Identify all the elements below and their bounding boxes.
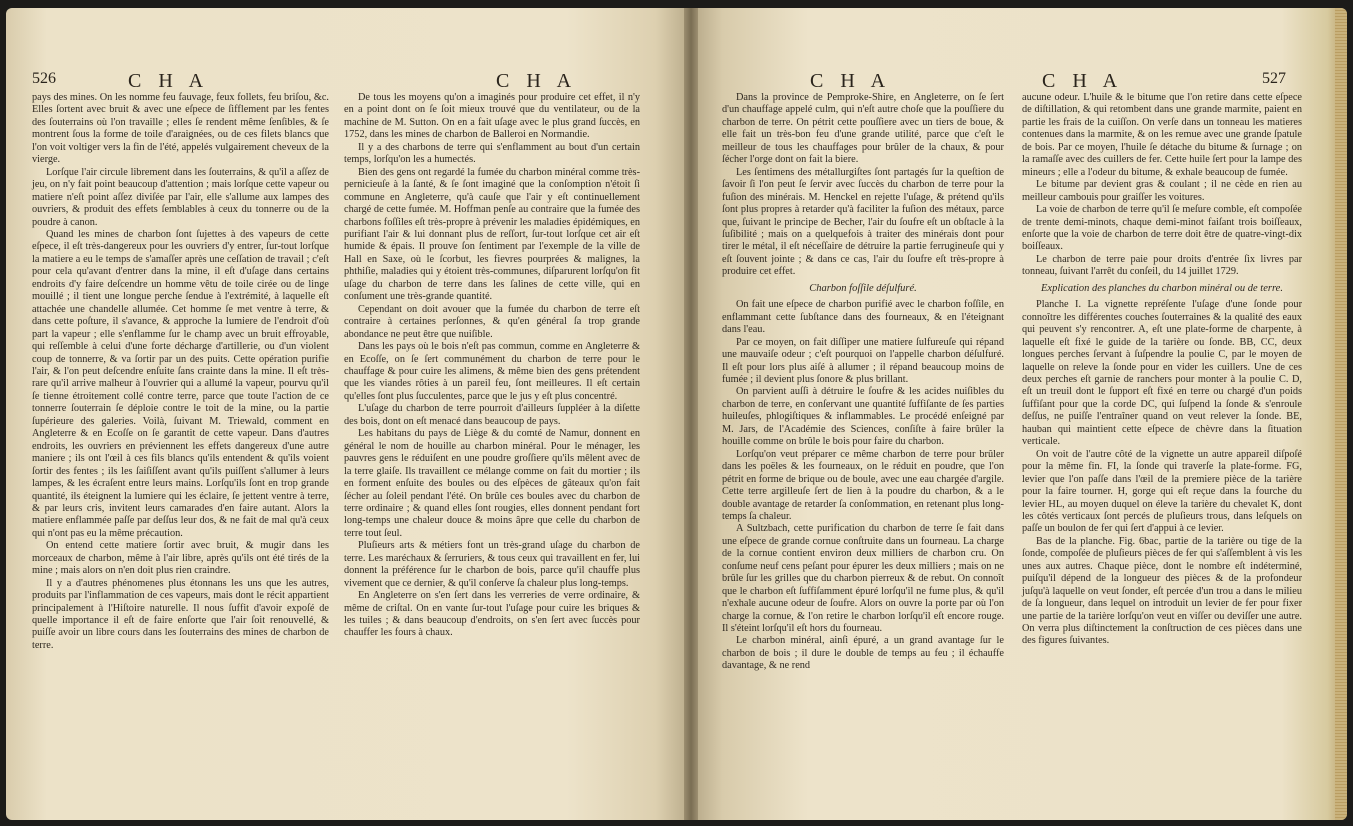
paragraph: Planche I. La vignette repréſente l'uſage d'une ſonde pour connoître les différentes couches ſouterraines & la qualité des eaux qui peuvent s'y rencontrer. A, eſt une plate-forme de charpente, à laquelle eſt fixé le guide de la tarière ou ſonde. BB, CC, deux longues perches ſervant à ſuſpendre la poulie C, par le moyen de laquelle on releve la ſonde pour en vider les cuillers. Une de ces deux perches eſt garnie de ranchers pour monter à la poulie C. D, eſt un treuil dont le ſupport eſt fixé en terre ou chargé d'un poids ſuffiſant pour que la corde DC, qui ſuſpend la ſonde & s'enroule deſſus, ne puiſſe l'entraîner quand on veut relever la ſonde. BE, hauban qui maintient cette eſpece de chèvre dans la ſituation verticale. [1022, 299, 1302, 448]
left-column-2 [344, 92, 640, 640]
paragraph: On entend cette matiere ſortir avec bruit, & mugir dans les morceaux de charbon, même à l'air libre, après qu'ils ont été tirés de la mine ; mais alors on n'en doit plus rien craindre. [32, 540, 329, 577]
paragraph: Bas de la planche. Fig. 6bac, partie de la tarière ou tige de la ſonde, compoſée de pluſieurs pièces de fer qui s'aſſemblent à vis les unes aux autres. Chaque pièce, dont le nombre eſt indéterminé, puiſqu'il dépend de la longueur des pièces & de la profondeur juſqu'à laquelle on veut ſonder, eſt percée d'un trou a dans le milieu de ſa longueur, dans lequel on introduit un levier de fer pour fixer une partie de la tarière lorſqu'on veut en viſſer ou deviſſer une autre. On verra plus diſtinctement la conſtruction de ces pièces dans une des figures ſuivantes. [1022, 535, 1302, 647]
paragraph: A Sultzbach, cette purification du charbon de terre ſe fait dans une eſpece de grande cornue conſtruite dans un fourneau. La charge de la cornue contient environ deux milliers de charbon cru. On conſume neuf cens peſant pour épurer les deux milliers ; mais on ne brûle ſur les grilles que du charbon pierreux & de rebut. On connoît que le charbon eſt ſuffiſamment épuré lorſqu'il ne fume plus, & qu'il n'exhale aucune odeur de ſoufre. Alors on ouvre la porte par où l'on charge la cornue, & l'on retire le charbon lorſqu'il eſt encore rouge. Il s'éteint lorſqu'il eſt hors du fourneau. [722, 523, 1004, 635]
running-head: C H A [1042, 70, 1124, 92]
running-head: C H A [128, 70, 210, 92]
paragraph: Le bitume par devient gras & coulant ; il ne cède en rien au meilleur cambouis pour graiſſer les voitures. [1022, 179, 1302, 203]
paragraph: Le charbon minéral, ainſi épuré, a un grand avantage ſur le charbon de bois ; il dure le double de temps au feu ; il échauffe davantage, & ne rend [722, 635, 1004, 672]
paragraph: Dans les pays où le bois n'eſt pas commun, comme en Angleterre & en Ecoſſe, on ſe ſert communément du charbon de terre pour le chauffage & pour cuire les alimens, & même bien des gens prétendent que les viandes rôties à un pareil feu, ſont meilleures. Il eſt certain qu'elles ſont plus ſucculentes, parce que le jus y eſt plus concentré. [344, 341, 640, 402]
paragraph: aucune odeur. L'huile & le bitume que l'on retire dans cette eſpece de diſtillation, & qui retombent dans une grande marmite, paient en partie les frais de la cuiſſon. On verſe dans un tonneau les matieres contenues dans la marmite, & on les remue avec une grande ſpatule de bois. Par ce moyen, l'huile ſe détache du bitume & ſurnage ; on la ramaſſe avec des cuillers de fer. Cette huile ſert pour la lampe des mineurs ; elle a l'odeur du bitume, & exhale beaucoup de fumée. [1022, 92, 1302, 178]
running-head: C H A [810, 70, 892, 92]
paragraph: Il y a des charbons de terre qui s'enflamment au bout d'un certain temps, lorſqu'on les a humectés. [344, 141, 640, 166]
right-column-1 [722, 92, 1004, 673]
paragraph: Il y a d'autres phénomenes plus étonnans les uns que les autres, produits par l'inflammation de ces vapeurs, mais dont le récit appartient principalement à l'Hiſtoire naturelle. Il nous ſuffit d'avoir expoſé de quelle importance il eſt de faire enſorte que l'air ſoit renouvellé, & puiſſe avoir un libre cours dans les ſouterrains des mines de charbon de terre. [32, 577, 329, 651]
paragraph: On fait une eſpece de charbon purifié avec le charbon foſſile, en enflammant cette ſubſtance dans des fourneaux, & en l'éteignant dans l'eau. [722, 299, 1004, 336]
paragraph: En Angleterre on s'en ſert dans les verreries de verre ordinaire, & même de criſtal. On en vante ſur-tout l'uſage pour cuire les briques & les tuiles ; & dans beaucoup d'endroits, on s'en ſert avec ſuccès pour chauffer les fours à chaux. [344, 590, 640, 639]
paragraph: De tous les moyens qu'on a imaginés pour produire cet effet, il n'y en a point dont on ſe ſoit mieux trouvé que du ventilateur, ou de la machine de M. Sutton. On en a fait uſage avec le plus grand ſuccès, en 1752, dans les mines de charbon de Balleroi en Normandie. [344, 92, 640, 141]
paragraph: Cependant on doit avouer que la fumée du charbon de terre eſt contraire à certaines perſonnes, & qu'en général ſa trop grande abondance ne peut être que nuiſible. [344, 303, 640, 340]
left-page [6, 8, 690, 820]
left-column-1 [32, 92, 329, 652]
book-gutter [684, 8, 698, 820]
paragraph: On parvient auſſi à détruire le ſoufre & les acides nuiſibles du charbon de terre, en conſervant une quantité ſuffiſante de ſes parties huileuſes, phlogiſtiques & inflammables. Le procédé enſeigné par M. Jars, de l'Académie des Sciences, conſiſte à faire brûler la houille comme on brûle le bois pour faire du charbon. [722, 386, 1004, 448]
paragraph: La voie de charbon de terre qu'il ſe meſure comble, eſt compoſée de trente demi-minots, chaque demi-minot faiſant trois boiſſeaux, enſorte que la voie de charbon de terre doit être de quatre-vingt-dix boiſſeaux. [1022, 204, 1302, 253]
right-page [690, 8, 1347, 820]
page-number: 526 [32, 70, 56, 87]
page-edges [1335, 8, 1347, 820]
paragraph: L'uſage du charbon de terre pourroit d'ailleurs ſuppléer à la diſette des bois, dont on eſt menacé dans beaucoup de pays. [344, 403, 640, 427]
paragraph: On voit de l'autre côté de la vignette un autre appareil diſpoſé pour la même fin. FI, la ſonde qui traverſe la plate-forme. FG, levier que l'on paſſe dans l'œil de la premiere pièce de la tarière pour la faire tourner. H, gorge qui eſt reçue dans la fourche du levier HL, au moyen duquel on éleve la tarière du chevalet K, dont les côtés verticaux ſont percés de pluſieurs trous, dans leſquels on paſſe un boulon de fer qui ſert d'appui à ce levier. [1022, 448, 1302, 535]
paragraph: Pluſieurs arts & métiers font un très-grand uſage du charbon de terre. Les maréchaux & ſerruriers, & tous ceux qui travaillent en fer, lui donnent la préférence ſur le charbon de bois, parce qu'il chauffe plus vivement que ce dernier, & qu'il conſerve ſa chaleur plus long-temps. [344, 540, 640, 589]
open-book [6, 8, 1347, 820]
paragraph: Lorſqu'on veut préparer ce même charbon de terre pour brûler dans les poëles & les fourneaux, on le réduit en poudre, que l'on pétrit en forme de brique ou de boule, avec une eau chargée d'argile. Cette terre argilleuſe ſert de lien à la poudre du charbon, & a le double avantage de retarder ſa conſommation, en retenant plus long-temps ſa chaleur. [722, 448, 1004, 522]
paragraph: Quand les mines de charbon ſont ſujettes à des vapeurs de cette eſpece, il eſt très-dangereux pour les ouvriers d'y entrer, ſur-tout lorſque la matiere a eu le temps de s'amaſſer après une ceſſation de travail ; c'eſt pour cela qu'avant d'entrer dans la mine, il eſt d'uſage dans certains endroits d'y faire deſcendre un homme vêtu de toile cirée ou de linge mouillé ; il tient une longue perche ſendue à l'extrémité, à laquelle eſt attachée une chandelle allumée. Cet homme ſe met ventre à terre, & dans cette poſture, il s'avance, & approche la lumiere de l'endroit d'où part la vapeur ; elle s'enflamme ſur le champ avec un bruit effroyable, qui reſſemble à celui d'une forte décharge d'artillerie, ou d'un violent coup de tonnerre, & va ſortir par un des puits. Cette opération purifie l'air, & l'on peut deſcendre enſuite ſans crainte dans la mine. Il eſt très-rare qu'il arrive malheur à l'ouvrier qui a allumé la vapeur, pourvu qu'il ſe tienne étroitement collé contre terre, parce que toute l'action de ce tonnerre ſouterrain ſe déploie contre le toit de la mine, ou la partie ſupérieure des galeries. Voilà, ſuivant M. Triewald, comment en Angleterre & en Ecoſſe on ſe garantit de cette vapeur. Dans d'autres endroits, les ouvriers en préviennent les effets dangereux d'une autre maniere ; ils ont l'œil à ces fils blancs qu'ils entendent & qu'ils voient ſortir des fentes ; ils les ſaiſiſſent avant qu'ils puiſſent s'allumer à leurs lampes, & les écraſent entre leurs mains. Lorſqu'ils ſont en trop grande quantité, ils éteignent la lumiere qui les éclaire, ſe jettent ventre à terre, & par leurs cris, invitent leurs camarades d'en faire autant. Alors la matiere enflammée paſſe par deſſus leur dos, & ne fait de mal qu'à ceux qui n'ont pas eu la même précaution. [32, 228, 329, 539]
paragraph: Les habitans du pays de Liège & du comté de Namur, donnent en général le nom de houille au charbon minéral. Pour le ménager, les pauvres gens le réduiſent en une poudre groſſiere qu'ils mêlent avec de la terre glaiſe. Ils travaillent ce mélange comme on fait du mortier ; ils en forment enſuite des boules ou des eſpèces de gâteaux qu'on fait ſécher au ſoleil pendant l'été. On brûle ces boules avec du charbon de terre ordinaire ; & quand elles ſont rougies, elles donnent pendant fort long-temps une chaleur douce & moins âpre que celle du charbon de terre tout ſeul. [344, 428, 640, 539]
section-heading: Explication des planches du charbon minéral ou de terre. [1041, 282, 1283, 294]
paragraph: Bien des gens ont regardé la fumée du charbon minéral comme très-pernicieuſe à la ſanté, & ſe ſont imaginé que la conſomption n'étoit ſi commune en Angleterre, qu'à cauſe que l'air y eſt continuellement chargé de cette fumée. M. Hoffman penſe au contraire que la fumée des charbons foſſiles eſt très-propre à prévenir les maladies épidémiques, en purifiant l'air & lui donnant plus de reſſort, ſur-tout lorſque cet air eſt humide & épais. Il prouve ſon ſentiment par l'exemple de la ville de Hall en Saxe, où le ſcorbut, les fievres pourprées & malignes, la phthiſie, maladies qui y étoient très-communes, diſparurent lorſqu'on fit uſage du charbon de terre dans les ſalines de cette ville, qui en conſument une très-grande quantité. [344, 166, 640, 303]
paragraph: Les ſentimens des métallurgiſtes ſont partagés ſur la queſtion de ſavoir ſi l'on peut ſe ſervir avec ſuccès du charbon de terre pour la fuſion des minérais. M. Henckel en rejette l'uſage, & prétend qu'ils ſont plus propres à retarder qu'à faciliter la fuſion des métaux, parce que, ſuivant le principe de Becher, l'air du ſoufre eſt un obſtacle à la ſuſibilité ; mais on a quelquefois à traiter des minérais dont pour tirer le métal, il eſt néceſſaire de détruire la partie ferrugineuſe qui y eſt ſouvent jointe ; & dans ce cas, l'air du ſoufre eſt très-propre à produire cet effet. [722, 166, 1004, 278]
running-head: C H A [496, 70, 578, 92]
paragraph: Lorſque l'air circule librement dans les ſouterrains, & qu'il a aſſez de jeu, on n'y fait point beaucoup d'attention ; mais lorſque cette vapeur ou matiere n'eſt point aſſez diviſée par l'air, elle s'allume aux lampes des ouvriers, & produit des effets ſemblables à ceux du tonnerre ou de la poudre à canon. [32, 166, 329, 228]
paragraph: Par ce moyen, on fait diſſiper une matiere ſulfureuſe qui répand une mauvaiſe odeur ; c'eſt pourquoi on l'appelle charbon déſulfuré. Il eſt pour lors plus aiſé à allumer ; il répand beaucoup moins de fumée ; il devient plus ſonore & plus brillant. [722, 336, 1004, 385]
paragraph: Le charbon de terre paie pour droits d'entrée ſix livres par tonneau, ſuivant l'arrêt du conſeil, du 14 juillet 1729. [1022, 253, 1302, 278]
paragraph: Dans la province de Pemproke-Shire, en Angleterre, on ſe ſert d'un chauffage appelé culm, qui n'eſt autre choſe que la pouſſiere du charbon de terre. On pétrit cette pouſſiere avec un tiers de boue, & elle fait un très-bon feu d'une grande utilité, parce que c'eſt le meilleur de tous les chauffages pour brûler de la chaux, & pour ſécher l'orge dont on fait la biere. [722, 92, 1004, 166]
page-number: 527 [1262, 70, 1286, 87]
right-column-2 [1022, 92, 1302, 648]
section-heading: Charbon foſſile déſulfuré. [809, 282, 917, 294]
paragraph: pays des mines. On les nomme feu fauvage, feux follets, feu briſou, &c. Elles ſortent avec bruit & avec une eſpece de ſifflement par les fentes des ſouterrains où l'on travaille ; elles ſe rendent même ſenſibles, & ſe montrent ſous la forme de toile d'araignées, ou de ces filets blancs que l'on voit voltiger vers la fin de l'été, appelés vulgairement cheveux de la vierge. [32, 92, 329, 166]
